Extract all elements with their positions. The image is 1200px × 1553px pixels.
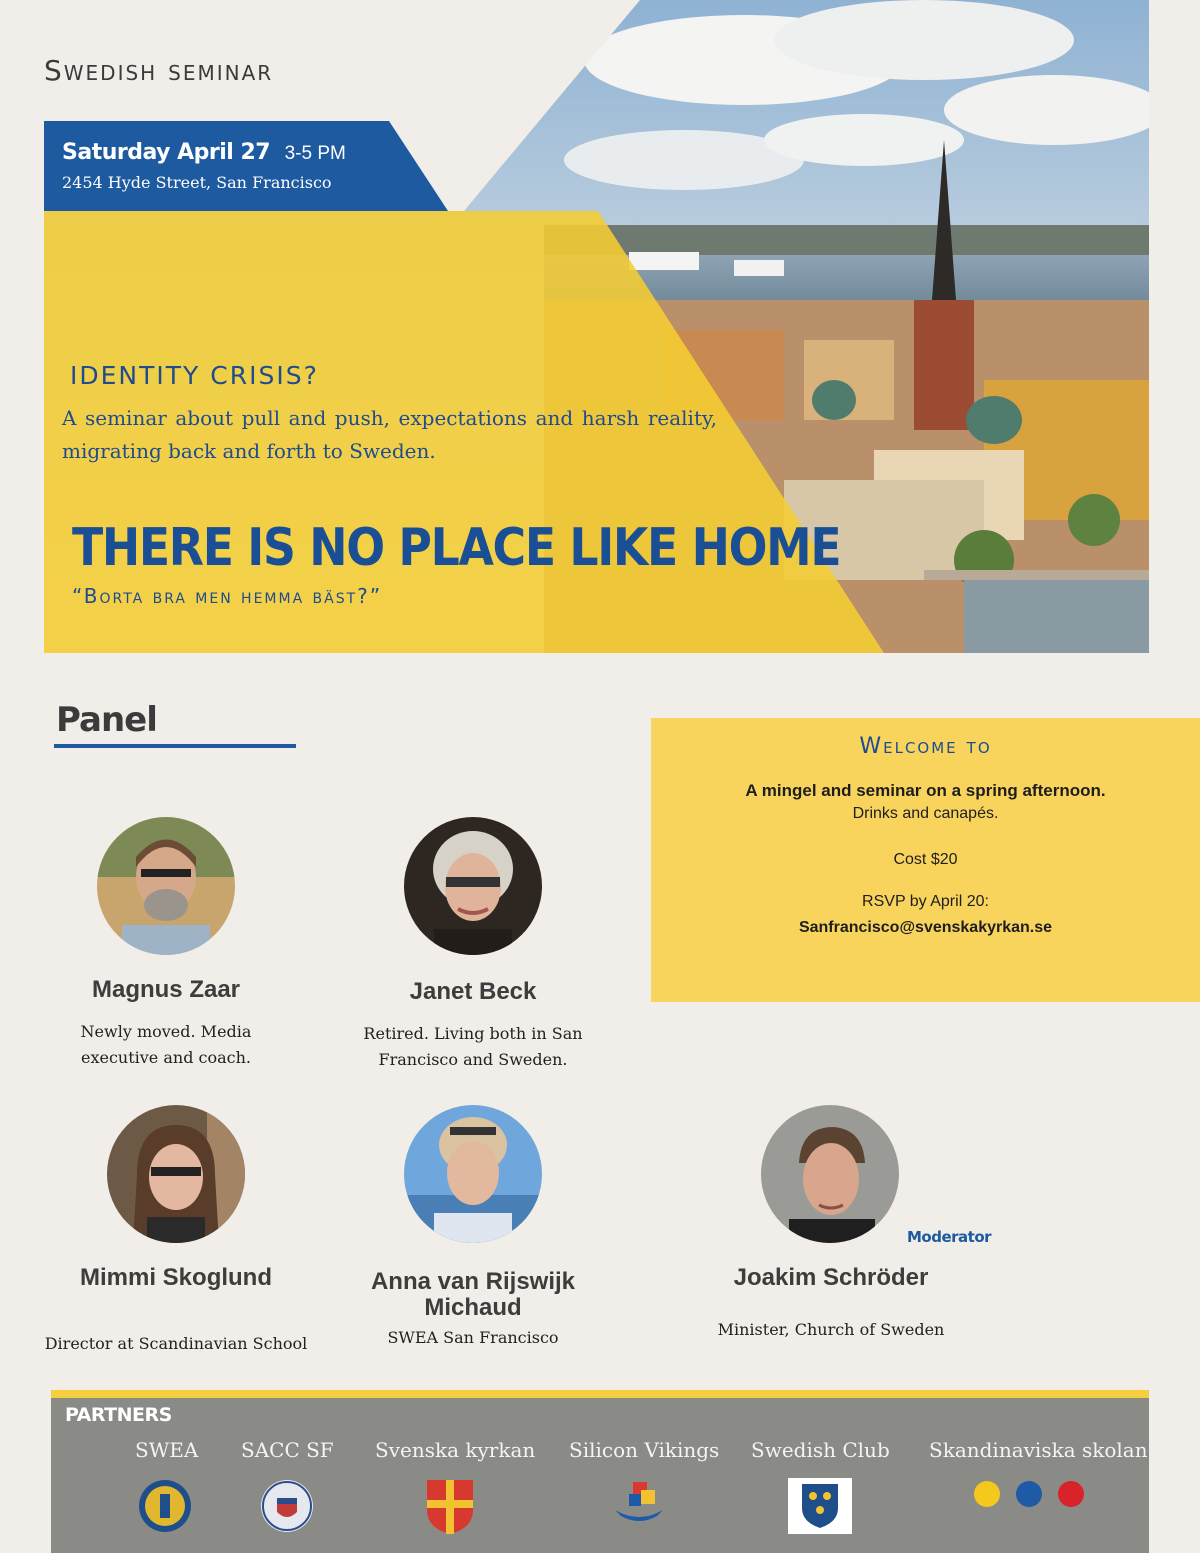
panelist-card [360,817,586,1073]
partners-bar [51,1390,1149,1553]
panel-heading-underline [54,744,296,748]
welcome-box [651,718,1200,1002]
partner-item [751,1438,889,1534]
event-time: 3-5 PM [284,143,346,164]
sacc-crest-icon [259,1478,315,1534]
partner-item [569,1438,720,1526]
panelist-photo [107,1105,245,1243]
welcome-cost: Cost $20 [893,851,958,868]
panelist-name: Mimmi Skoglund [80,1264,272,1291]
panelist-name: Anna van Rijswijk Michaud [370,1268,576,1321]
partner-name: Silicon Vikings [569,1438,720,1462]
panelist-card [44,1105,308,1357]
panelist-card [40,817,292,1071]
welcome-rsvp: RSVP by April 20: [862,893,989,910]
partner-item [375,1438,536,1536]
intro-text: A seminar about pull and push, expectations and harsh reality, migrating back and forth to Sweden. [62,406,717,463]
panelist-description: Retired. Living both in San Francisco and Sweden. [363,1024,583,1069]
panelist-photo [761,1105,899,1243]
event-date-block [62,140,346,192]
panel-heading: Panel [56,700,157,740]
rsvp-email-link[interactable]: Sanfrancisco@svenskakyrkan.se [798,919,1053,936]
swea-medallion-icon [137,1478,193,1534]
panelist-description: Newly moved. Media executive and coach. [80,1022,252,1067]
panelist-name: Magnus Zaar [91,976,241,1003]
church-shield-icon [425,1478,475,1536]
three-dots-icon [971,1478,1087,1510]
moderator-label: Moderator [907,1228,992,1246]
panelist-description: SWEA San Francisco [387,1328,559,1347]
series-title: Swedish seminar [44,54,274,87]
partner-item [241,1438,333,1534]
partners-heading: PARTNERS [65,1404,172,1426]
welcome-lead: A mingel and seminar on a spring afternoon. [745,781,1106,800]
partner-name: SWEA [135,1438,199,1462]
intro-heading: IDENTITY CRISIS? [70,361,319,390]
viking-ship-icon [611,1478,667,1526]
three-crowns-icon [788,1478,852,1534]
welcome-refreshments: Drinks and canapés. [852,805,999,822]
panelist-photo [97,817,235,955]
panelist-name: Joakim Schröder [733,1264,929,1291]
event-day: Saturday April 27 [62,140,271,165]
partner-item [929,1438,1148,1510]
partner-name: Swedish Club [751,1438,890,1462]
partner-name: Svenska kyrkan [375,1438,536,1462]
partner-name: SACC SF [241,1438,334,1462]
headline-title: THERE IS NO PLACE LIKE HOME [72,518,841,578]
headline-subtitle: “Borta bra men hemma bäst?” [72,584,383,608]
panelist-card [358,1105,588,1351]
panelist-description: Director at Scandinavian School [44,1334,308,1353]
panelist-name: Janet Beck [409,978,537,1005]
panelist-card [716,1105,946,1343]
panelist-photo [404,1105,542,1243]
welcome-title: Welcome to [859,734,992,759]
partner-name: Skandinaviska skolan [929,1438,1148,1462]
partner-item [135,1438,199,1534]
event-address: 2454 Hyde Street, San Francisco [62,173,332,192]
panelist-photo [404,817,542,955]
panelist-description: Minister, Church of Sweden [717,1320,945,1339]
